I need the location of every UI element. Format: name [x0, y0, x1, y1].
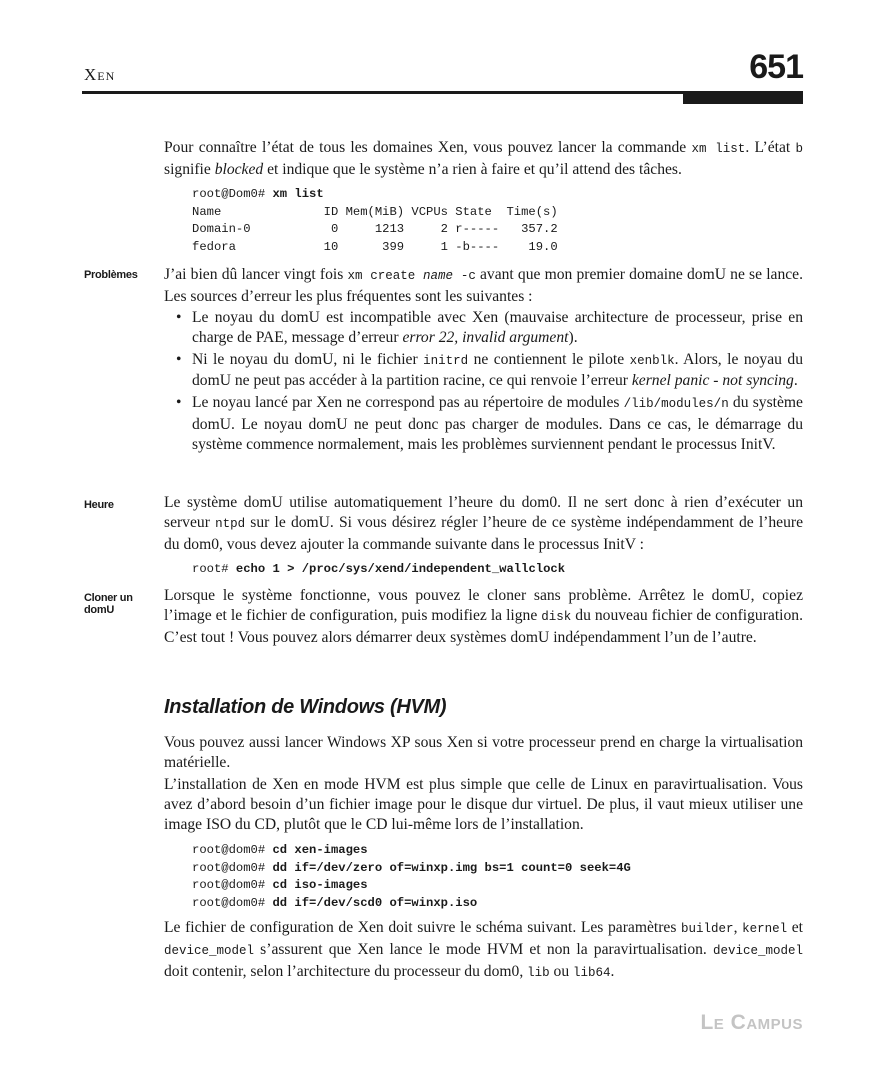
text: Lorsque le système fonctionne, vous pouvez le cloner sans problème. Arrêtez le domU, copiez l’image et le fichier de configuration, puis modifiez la ligne [164, 587, 803, 624]
code-block-wallclock [192, 561, 565, 579]
code-line: Domain-0 0 1213 2 r----- 357.2 [192, 222, 558, 236]
list-item [176, 350, 803, 392]
text: Le système domU utilise automatiquement l’heure du dom0. Il ne sert donc à rien d’exécuter un serveur [164, 494, 803, 531]
code-command: echo 1 > /proc/sys/xend/independent_wallclock [235, 562, 566, 576]
code-command: dd if=/dev/scd0 of=winxp.iso [272, 895, 478, 910]
inline-code: b [795, 142, 803, 156]
inline-code: builder [681, 922, 734, 936]
code-line: Name ID Mem(MiB) VCPUs State Time(s) [192, 204, 558, 219]
inline-code: /lib/modules/n [623, 397, 729, 412]
text: Le noyau lancé par Xen ne correspond pas au répertoire de modules [192, 394, 624, 412]
inline-code: device_model [164, 943, 255, 958]
intro-paragraph [164, 138, 803, 180]
code-command: cd xen-images [272, 843, 368, 857]
inline-code: xm list [691, 142, 746, 156]
header-block [683, 94, 803, 104]
inline-code: -c [453, 269, 476, 283]
text: du système domU. Le noyau domU ne peut donc pas charger de modules. Dans ce cas, le démarrage du système commence normalement, mais les problèmes surviennent pendant le processus InitV. [192, 394, 803, 453]
problems-list [176, 308, 803, 457]
text: et [787, 919, 804, 936]
windows-paragraph-1: Vous pouvez aussi lancer Windows XP sous Xen si votre processeur prend en charge la virtualisation matérielle. [164, 734, 803, 771]
text: . [793, 372, 798, 390]
text: sur le domU. Si vous désirez régler l’heure de ce système indépendamment de l’heure du dom0, vous devez ajouter la commande suivante dans le processus InitV : [164, 513, 803, 553]
text: J’ai bien dû lancer vingt fois [164, 266, 348, 283]
inline-code: lib [527, 965, 550, 980]
text: du nouveau fichier de configuration. C’est tout ! Vous pouvez alors démarrer deux systèmes domU indépendamment l’un de l’autre. [164, 606, 803, 646]
text: Le fichier de configuration de Xen doit suivre le schéma suivant. Les paramètres [164, 919, 682, 936]
margin-note-problems: Problèmes [84, 269, 138, 281]
margin-note-time: Heure [84, 499, 114, 511]
text: avant que mon premier domaine domU ne se lance. Les sources d’erreur les plus fréquentes sont les suivantes : [164, 266, 803, 305]
code-command: xm list [272, 187, 324, 201]
code-prompt: root@dom0# [192, 843, 273, 857]
windows-paragraph-2: L’installation de Xen en mode HVM est plus simple que celle de Linux en paravirtualisation. Vous avez d’abord besoin d’un fichier image pour le disque dur virtuel. De plus, il vaut mieux utiliser une image ISO du CD, plutôt que le CD lui-même lors de l’installation. [164, 776, 803, 833]
inline-code: xenblk [629, 353, 675, 368]
code-prompt: root@dom0# [192, 860, 273, 875]
inline-code: xm create [347, 269, 424, 283]
inline-code: disk [541, 609, 572, 624]
inline-code: lib64 [573, 965, 611, 980]
config-paragraph [164, 918, 803, 983]
inline-code: ntpd [215, 516, 246, 531]
code-prompt: root@dom0# [192, 878, 273, 892]
text: doit contenir, selon l’architecture du processeur du dom0, [164, 962, 528, 980]
text: et indique que le système n’a rien à faire et qu’il attend des tâches. [263, 160, 682, 178]
list-item [176, 393, 803, 454]
text: s’assurent que Xen lance le mode HVM et non la paravirtualisation. [254, 940, 713, 958]
text: ). [568, 328, 578, 346]
code-block-hvm-images [192, 842, 631, 912]
text: . L’état [745, 139, 796, 156]
text: Pour connaître l’état de tous les domaines Xen, vous pouvez lancer la commande [164, 139, 692, 156]
italic-term: kernel panic - not syncing [631, 372, 794, 390]
code-command: dd if=/dev/zero of=winxp.img bs=1 count=0 seek=4G [272, 860, 631, 875]
text: ne contiennent le pilote [468, 350, 630, 368]
code-line: fedora 10 399 1 -b---- 19.0 [192, 239, 558, 254]
code-command: cd iso-images [272, 878, 368, 892]
code-block-xm-list [192, 186, 558, 256]
code-prompt: root@dom0# [192, 895, 273, 910]
inline-code: initrd [423, 353, 469, 368]
inline-code: device_model [712, 943, 803, 958]
section-heading: Installation de Windows (HVM) [164, 696, 447, 718]
list-item [176, 308, 803, 348]
inline-code-italic: name [423, 269, 454, 283]
text: , [733, 919, 743, 936]
code-prompt: root@Dom0# [192, 187, 273, 201]
clone-paragraph [164, 586, 803, 647]
italic-term: blocked [214, 160, 264, 178]
page-number: 651 [749, 48, 803, 86]
running-header-chapter: Xen [84, 65, 116, 84]
text: signifie [164, 160, 215, 178]
inline-code: kernel [742, 922, 788, 936]
text: Ni le noyau du domU, ni le fichier [192, 350, 424, 368]
text: Le noyau du domU est incompatible avec Xen (mauvaise architecture de processeur, prise en charge de PAE, message d’erreur [192, 309, 803, 346]
publisher-logo: Le Campus [700, 1011, 803, 1034]
problems-paragraph [164, 265, 803, 307]
time-paragraph [164, 493, 803, 554]
text: ou [549, 962, 574, 980]
italic-term: error 22, invalid argument [402, 328, 569, 346]
text: . Alors, le noyau du domU ne peut pas accéder à la partition racine, ce qui renvoie l’erreur [192, 350, 803, 390]
code-prompt: root# [192, 562, 236, 576]
margin-note-clone: Cloner un domU [84, 592, 133, 616]
text: . [610, 962, 615, 980]
